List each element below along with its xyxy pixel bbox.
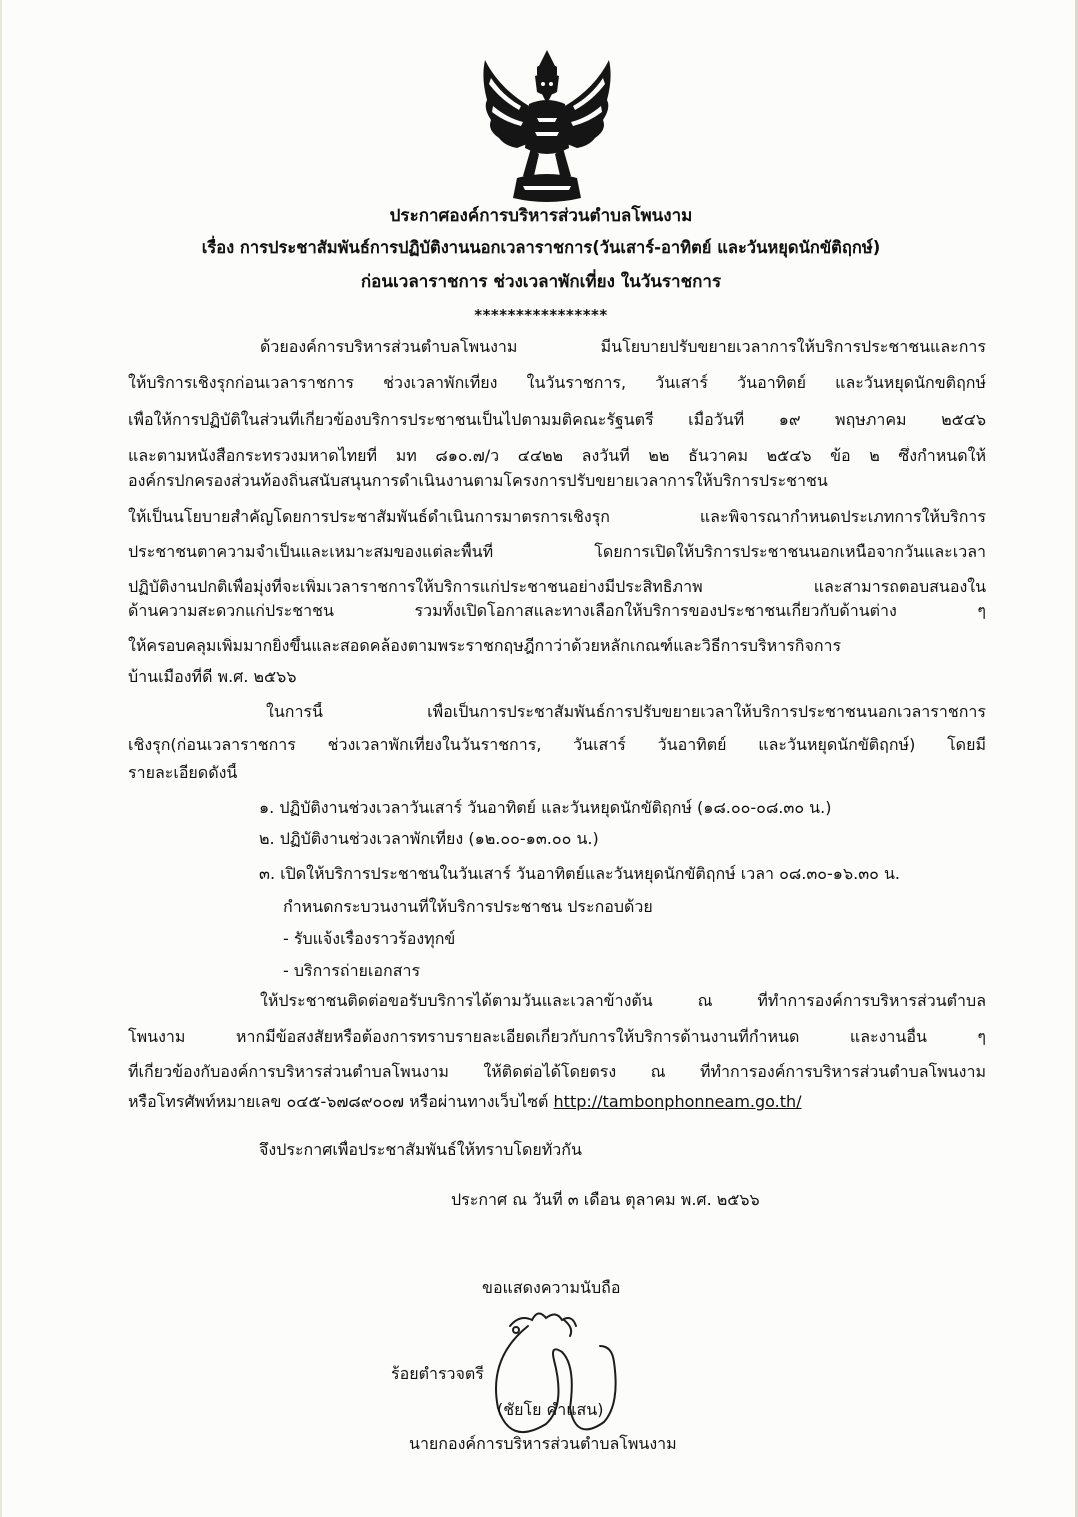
list-item: ๓. เปิดให้บริการประชาชนในวันเสาร์ วันอาทิตย์และวันหยุดนักขัติฤกษ์ เวลา ๐๘.๓๐-๑๖.๓๐ น. [259,864,900,883]
announcement-closing-text: จึงประกาศเพื่อประชาสัมพันธ์ให้ทราบโดยทั่วกัน [259,1140,582,1159]
website-link[interactable]: http://tambonphonneam.go.th/ [553,1092,802,1111]
paragraph1-line: องค์กรปกครองส่วนท้องถิ่นสนับสนุนการดำเนินงานตามโครงการปรับขยายเวลาการให้บริการประชาชน [128,471,828,490]
paragraph1-line: ให้บริการเชิงรุกก่อนเวลาราชการ ช่วงเวลาพักเที่ยง ในวันราชการ, วันเสาร์ วันอาทิตย์ และวันหยุดนักขติฤกษ์ [128,373,986,392]
paragraph1-line: บ้านเมืองที่ดี พ.ศ. ๒๕๖๖ [128,667,297,686]
contact-line-text: หรือโทรศัพท์หมายเลข ๐๔๕-๖๗๘๙๐๐๗ หรือผ่านทางเว็บไซต์ [128,1092,549,1111]
signer-position: นายกองค์การบริหารส่วนตำบลโพนงาม [409,1434,677,1453]
paragraph1-line: ด้วยองค์การบริหารส่วนตำบลโพนงาม มีนโยบายปรับขยายเวลาการให้บริการประชาชนและการ [260,337,986,356]
paragraph1-line: ให้ครอบคลุมเพิ่มมากยิ่งขึ้นและสอดคล้องตามพระราชกฤษฎีกาว่าด้วยหลักเกณฑ์และวิธีการบริหารกิจการ [128,636,842,655]
paragraph2-line: ในการนี้ เพื่อเป็นการประชาสัมพันธ์การปรับขยายเวลาให้บริการประชาชนนอกเวลาราชการ [266,702,986,721]
contact-line [128,1092,986,1112]
announcement-subject: เรื่อง การประชาสัมพันธ์การปฏิบัติงานนอกเวลาราชการ(วันเสาร์-อาทิตย์ และวันหยุดนักขัติฤกษ์) [201,238,881,257]
paragraph3-line: ที่เกี่ยวข้องกับองค์การบริหารส่วนตำบลโพนงาม ให้ติดต่อได้โดยตรง ณ ที่ทำการองค์การบริหารส่วนตำบลโพนงาม [128,1062,986,1081]
list-item: ๑. ปฏิบัติงานช่วงเวลาวันเสาร์ วันอาทิตย์ และวันหยุดนักขัติฤกษ์ (๑๘.๐๐-๐๘.๓๐ น.) [259,798,832,817]
service-intro: กำหนดกระบวนงานที่ให้บริการประชาชน ประกอบด้วย [283,897,653,916]
paragraph1-line: ด้านความสะดวกแก่ประชาชน รวมทั้งเปิดโอกาสและทางเลือกให้บริการของประชาชนเกี่ยวกับด้านต่าง ๆ [128,601,986,620]
paragraph3-line: ให้ประชาชนติดต่อขอรับบริการได้ตามวันและเวลาข้างต้น ณ ที่ทำการองค์การบริหารส่วนตำบล [260,991,986,1010]
service-item: - รับแจ้งเรื่องราวร้องทุกข์ [283,929,456,948]
signer-rank: ร้อยตำรวจตรี [391,1364,484,1383]
header-separator: **************** [474,306,608,324]
paragraph1-line: ให้เป็นนโยบายสำคัญโดยการประชาสัมพันธ์ดำเนินการมาตรการเชิงรุก และพิจารณากำหนดประเภทการให้บริการ [128,507,986,526]
announcement-date: ประกาศ ณ วันที่ ๓ เดือน ตุลาคม พ.ศ. ๒๕๖๖ [451,1190,760,1209]
paragraph1-line: ประชาชนตาความจำเป็นและเหมาะสมของแต่ละพื้นที่ โดยการเปิดให้บริการประชาชนนอกเหนือจากวันและเวลา [128,542,986,561]
paragraph1-line: ปฏิบัติงานปกติเพื่อมุ่งที่จะเพิ่มเวลาราชการให้บริการแก่ประชาชนอย่างมีประสิทธิภาพ และสามารถตอบสนองใน [128,577,986,596]
announcement-subject-continued: ก่อนเวลาราชการ ช่วงเวลาพักเที่ยง ในวันราชการ [360,272,722,292]
service-item: - บริการถ่ายเอกสาร [283,961,421,980]
paragraph2-line: รายละเอียดดังนี้ [128,763,238,782]
paragraph2-line: เชิงรุก(ก่อนเวลาราชการ ช่วงเวลาพักเที่ยงในวันราชการ, วันเสาร์ วันอาทิตย์ และวันหยุดนักขัติฤกษ์) โดยมี [128,735,986,754]
paragraph1-line: และตามหนังสือกระทรวงมหาดไทยที่ มท ๘๑๐.๗/ว ๔๔๒๒ ลงวันที่ ๒๒ ธันวาคม ๒๕๔๖ ข้อ ๒ ซึ่งกำหนดให้ [128,446,986,465]
paragraph1-line: เพื่อให้การปฏิบัติในส่วนที่เกี่ยวข้องบริการประชาชนเป็นไปตามมติคณะรัฐนตรี เมื่อวันที่ ๑๙ พฤษภาคม ๒๕๔๖ [128,410,986,429]
announcement-title: ประกาศองค์การบริหารส่วนตำบลโพนงาม [389,206,693,226]
garuda-emblem-icon [477,48,617,206]
signer-name: (ชัยโย คำแสน) [497,1400,604,1419]
paragraph3-line: โพนงาม หากมีข้อสงสัยหรือต้องการทราบรายละเอียดเกี่ยวกับการให้บริการด้านงานที่กำหนด และงานอื่น ๆ [128,1027,986,1046]
closing-salutation: ขอแสดงความนับถือ [482,1278,621,1297]
list-item: ๒. ปฏิบัติงานช่วงเวลาพักเที่ยง (๑๒.๐๐-๑๓.๐๐ น.) [259,829,599,848]
